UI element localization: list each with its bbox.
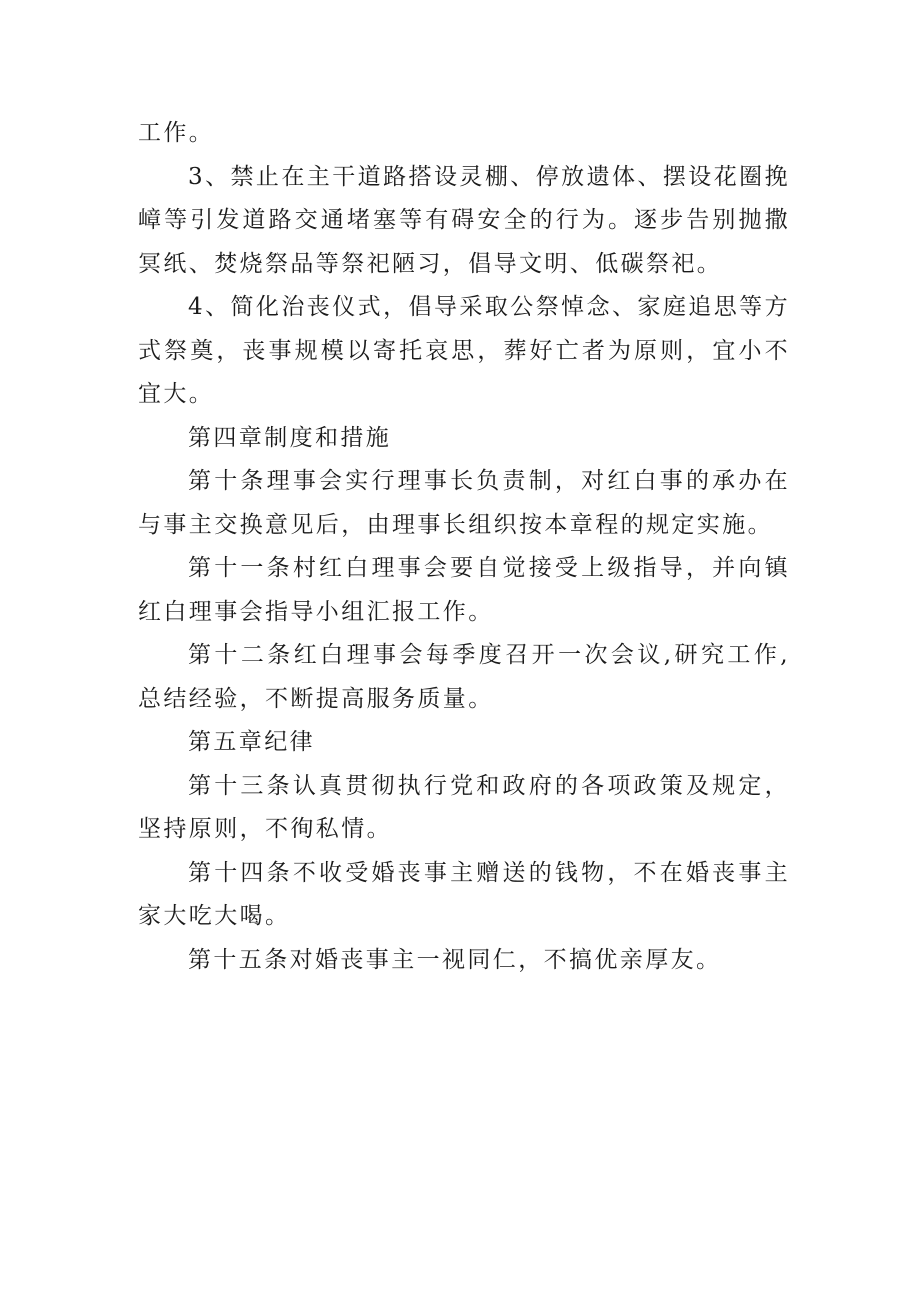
article-15: 第十五条对婚丧事主一视同仁，不搞优亲厚友。 bbox=[188, 946, 722, 973]
paragraph-item-3: 3、禁止在主干道路搭设灵棚、停放遗体、摆设花圈挽嶂等引发道路交通堵塞等有碍安全的行为。逐步告别抛撒冥纸、焚烧祭品等祭祀陋习，倡导文明、低碳祭祀。 bbox=[138, 163, 790, 277]
article-14: 第十四条不收受婚丧事主赠送的钱物，不在婚丧事主家大吃大喝。 bbox=[138, 859, 790, 929]
paragraph-continuation: 工作。 bbox=[138, 120, 215, 146]
article-13: 第十三条认真贯彻执行党和政府的各项政策及规定，坚持原则，不徇私情。 bbox=[138, 772, 790, 842]
chapter-heading-5: 第五章纪律 bbox=[188, 729, 315, 755]
document-body bbox=[138, 112, 790, 982]
article-12: 第十二条红白理事会每季度召开一次会议,研究工作,总结经验，不断提高服务质量。 bbox=[138, 642, 790, 712]
paragraph-item-4: 4、简化治丧仪式，倡导采取公祭悼念、家庭追思等方式祭奠，丧事规模以寄托哀思，葬好亡者为原则，宜小不宜大。 bbox=[138, 294, 790, 407]
chapter-heading-4: 第四章制度和措施 bbox=[188, 424, 392, 451]
article-11: 第十一条村红白理事会要自觉接受上级指导，并向镇红白理事会指导小组汇报工作。 bbox=[138, 555, 790, 625]
article-10: 第十条理事会实行理事长负责制，对红白事的承办在与事主交换意见后，由理事长组织按本章程的规定实施。 bbox=[138, 468, 790, 538]
